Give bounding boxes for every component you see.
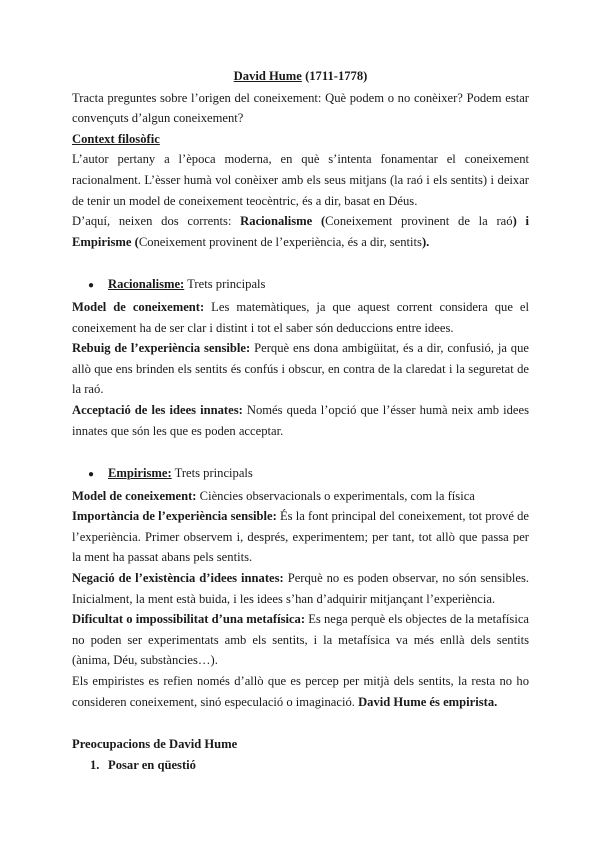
- intro-paragraph: Tracta preguntes sobre l’origen del coneixement: Què podem o no conèixer? Podem estar convençuts d’algun coneixement?: [72, 90, 529, 126]
- item-term: Importància de l’experiència sensible:: [72, 509, 277, 524]
- item-text: Posar en qüestió: [108, 757, 196, 772]
- closing-bold: David Hume és empirista.: [358, 694, 498, 709]
- item-term: Model de coneixement:: [72, 299, 205, 314]
- rationalism-heading: [72, 274, 529, 297]
- item-text: Perquè no es poden observar, no són sensibles. Inicialment, la ment està buida, i les idees s’han d’adquirir mitjançant l’experiència.: [72, 571, 529, 606]
- bullet-icon: ●: [88, 280, 95, 292]
- item-term: Acceptació de les idees innates:: [72, 402, 243, 417]
- item-text: És la font principal del coneixement, tot prové de l’experiència. Primer observem i, després, experimentem; per tant, tot allò que passa per la ment ha passat abans pels sentits.: [72, 509, 530, 565]
- spacer: [72, 712, 529, 734]
- document-title: [72, 66, 529, 87]
- context-p2-and-empiricism: ) i Empirisme: [72, 214, 529, 249]
- empiricism-item-2: [72, 506, 529, 568]
- item-text: Només queda l’opció que l’ésser humà neix amb idees innates que són les que es poden acceptar.: [72, 402, 529, 438]
- context-p2-emp-open: (: [131, 234, 139, 249]
- bullet-icon: ●: [88, 469, 95, 481]
- empiricism-closing: [72, 671, 529, 712]
- title-name: David Hume: [233, 69, 302, 83]
- title-years: (1711-1778): [305, 69, 368, 83]
- concerns-item-1: [72, 755, 529, 776]
- item-term: Rebuig de l’experiència sensible:: [72, 341, 251, 356]
- context-p2-rationalism-desc: Coneixement provinent de la raó: [325, 214, 513, 229]
- item-text: Ciències observacionals o experimentals, com la física: [196, 488, 475, 503]
- context-p2-empiricism-desc: Coneixement provinent de l’experiència, és a dir, sentits: [138, 234, 422, 249]
- closing-text: Els empiristes es refien només d’allò que es percep per mitjà dels sentits, la resta no ho consideren coneixement, sinó especulació o imaginació.: [72, 674, 529, 709]
- item-term: Negació de l’existència d’idees innates:: [72, 571, 284, 586]
- rationalism-suffix: Trets principals: [184, 277, 266, 292]
- rationalism-item-1: [72, 297, 529, 338]
- rationalism-item-3: [72, 400, 529, 441]
- item-term: Model de coneixement:: [72, 488, 197, 503]
- empiricism-label: Empirisme:: [108, 466, 172, 481]
- rationalism-item-2: [72, 338, 529, 400]
- item-text: Es nega perquè els objectes de la metafísica no poden ser experimentats amb els sentits, i la metafísica va més enllà dels sentits (ànima, Déu, substàncies…).: [72, 612, 529, 668]
- context-p2-end: ).: [421, 234, 430, 249]
- context-p2-rationalism: Racionalisme (: [240, 214, 326, 229]
- empiricism-item-1: [72, 486, 529, 507]
- spacer: [72, 252, 529, 274]
- empiricism-item-4: [72, 609, 529, 671]
- rationalism-label: Racionalisme:: [108, 277, 185, 292]
- item-text: Perquè ens dona ambigüitat, és a dir, confusió, ja que allò que ens brinden els sentits és confús i obscur, en contra de la claredat i la seguretat de la raó.: [72, 341, 529, 397]
- item-text: Les matemàtiques, ja que aquest corrent considera que el coneixement ha de ser clar i distint i tot el saber són deduccions entre idees.: [72, 299, 529, 335]
- concerns-heading: Preocupacions de David Hume: [72, 737, 238, 752]
- spacer: [72, 441, 529, 463]
- empiricism-item-3: [72, 568, 529, 609]
- item-term: Dificultat o impossibilitat d’una metafísica:: [72, 612, 306, 627]
- empiricism-suffix: Trets principals: [171, 466, 253, 481]
- context-p2-start: D’aquí, neixen dos corrents:: [72, 214, 241, 229]
- empiricism-heading: [72, 463, 529, 486]
- context-paragraph-2: [72, 211, 529, 252]
- context-heading: Context filosòfic: [72, 131, 160, 146]
- context-paragraph-1: L’autor pertany a l’època moderna, en què s’intenta fonamentar el coneixement racionalment. L’èsser humà vol conèixer amb els seus mitjans (la raó i els sentits) i deixar de tenir un model de coneixement teocèntric, és a dir, basat en Déus.: [72, 152, 529, 208]
- item-number: 1.: [90, 757, 100, 772]
